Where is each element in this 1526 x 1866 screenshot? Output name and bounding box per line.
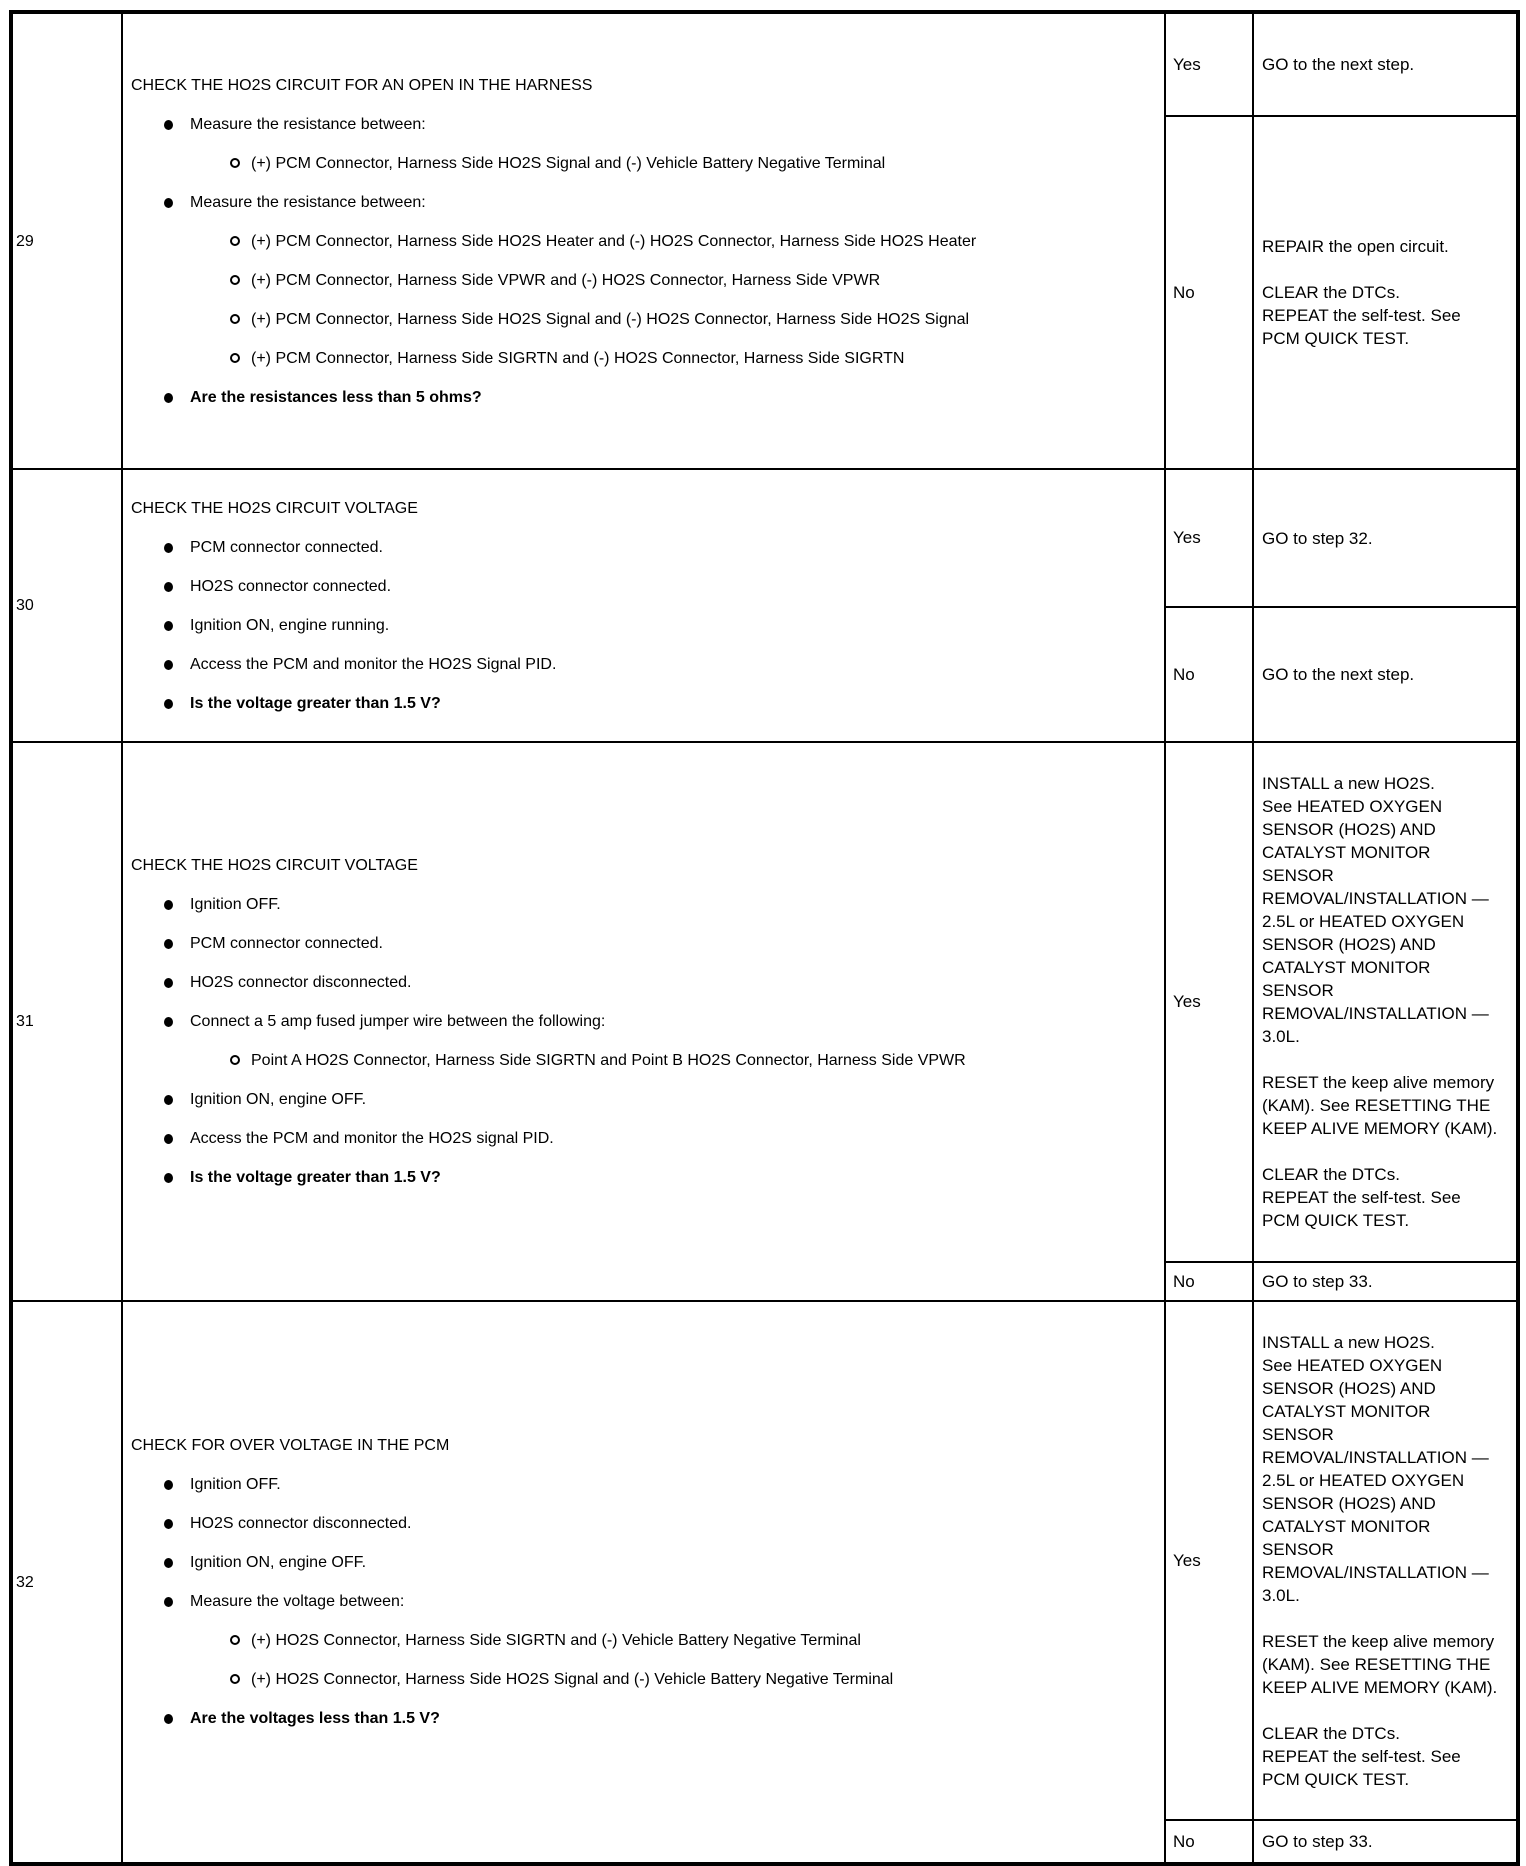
bullet-item <box>164 1513 1156 1534</box>
action-line: See HEATED OXYGEN SENSOR (HO2S) AND CATALYST MONITOR SENSOR REMOVAL/INSTALLATION — 2.5L or HEATED OXYGEN SENSOR (HO2S) AND CATALYST MONITOR SENSOR REMOVAL/INSTALLATION — 3.0L. <box>1262 1355 1489 1605</box>
bullet-icon <box>164 621 173 631</box>
bullet-item <box>164 1167 1156 1188</box>
circle-icon <box>230 158 240 168</box>
sub-bullet-item <box>230 309 1156 330</box>
bullet-icon <box>164 1480 173 1490</box>
action-line: GO to step 32. <box>1262 528 1373 548</box>
action-line: REPEAT the self-test. See PCM QUICK TEST. <box>1262 306 1461 348</box>
bullet-text: Are the resistances less than 5 ohms? <box>190 388 482 406</box>
bullet-item <box>164 1011 1156 1032</box>
action-paragraph <box>1262 1163 1499 1232</box>
bullet-text: PCM connector connected. <box>190 538 383 556</box>
action-line: CLEAR the DTCs. <box>1262 1723 1400 1743</box>
bullet-item <box>164 1552 1156 1573</box>
circle-icon <box>230 275 240 285</box>
bullet-item <box>164 894 1156 915</box>
bullet-item <box>164 1128 1156 1149</box>
action-cell <box>1253 116 1518 469</box>
action-paragraphs <box>1262 1830 1512 1853</box>
sub-bullet-item <box>230 1669 1156 1690</box>
bullet-text: Measure the resistance between: <box>190 193 426 211</box>
bullet-icon <box>164 1519 173 1529</box>
action-paragraph <box>1262 1830 1499 1853</box>
bullet-item <box>164 693 1156 714</box>
bullet-text: (+) PCM Connector, Harness Side HO2S Signal and (-) Vehicle Battery Negative Terminal <box>251 154 886 172</box>
step-row <box>11 469 1518 607</box>
step-title: CHECK THE HO2S CIRCUIT VOLTAGE <box>131 857 418 874</box>
step-number: 31 <box>11 742 122 1301</box>
bullet-item <box>164 537 1156 558</box>
bullet-text: Access the PCM and monitor the HO2S Signal PID. <box>190 655 557 673</box>
action-paragraph <box>1262 1331 1499 1607</box>
circle-icon <box>230 1055 240 1065</box>
bullet-text: (+) PCM Connector, Harness Side HO2S Signal and (-) HO2S Connector, Harness Side HO2S Signal <box>251 310 970 328</box>
circle-icon <box>230 314 240 324</box>
step-row <box>11 742 1518 1262</box>
action-paragraph <box>1262 663 1499 686</box>
action-cell <box>1253 12 1518 116</box>
yes-label-cell: Yes <box>1165 12 1253 116</box>
bullet-text: Ignition OFF. <box>190 1476 281 1493</box>
action-line: CLEAR the DTCs. <box>1262 1165 1400 1184</box>
action-line: INSTALL a new HO2S. <box>1262 774 1435 793</box>
bullet-item <box>164 576 1156 597</box>
action-paragraph <box>1262 281 1499 350</box>
action-line: GO to the next step. <box>1262 55 1415 74</box>
bullet-icon <box>164 1017 173 1027</box>
action-paragraph <box>1262 772 1499 1048</box>
step-number: 29 <box>11 12 122 469</box>
pinpoint-test-table <box>9 10 1520 1866</box>
yes-label-cell: Yes <box>1165 469 1253 607</box>
step-description-cell <box>122 742 1165 1301</box>
step-title: CHECK THE HO2S CIRCUIT FOR AN OPEN IN THE HARNESS <box>131 76 593 94</box>
sub-bullet-item <box>230 1050 1156 1071</box>
step-title: CHECK THE HO2S CIRCUIT VOLTAGE <box>131 499 418 517</box>
bullet-item <box>164 1089 1156 1110</box>
action-cell <box>1253 1262 1518 1301</box>
action-line: INSTALL a new HO2S. <box>1262 1332 1435 1352</box>
action-line: REPEAT the self-test. See PCM QUICK TEST. <box>1262 1188 1461 1230</box>
step-number: 30 <box>11 469 122 742</box>
action-cell <box>1253 1820 1518 1864</box>
no-label-cell: No <box>1165 1262 1253 1301</box>
bullet-item <box>164 387 1156 408</box>
action-line: REPAIR the open circuit. <box>1262 237 1449 256</box>
action-line: REPEAT the self-test. See PCM QUICK TEST. <box>1262 1746 1461 1789</box>
bullet-text: HO2S connector connected. <box>190 577 392 595</box>
bullet-text: (+) HO2S Connector, Harness Side HO2S Signal and (-) Vehicle Battery Negative Terminal <box>251 1671 894 1688</box>
bullet-icon <box>164 582 173 592</box>
bullet-item <box>164 114 1156 135</box>
bullet-icon <box>164 1134 173 1144</box>
step-description-cell <box>122 469 1165 742</box>
bullet-icon <box>164 978 173 988</box>
action-line: RESET the keep alive memory (KAM). See RESETTING THE KEEP ALIVE MEMORY (KAM). <box>1262 1631 1498 1697</box>
bullet-text: HO2S connector disconnected. <box>190 1515 412 1532</box>
no-label-cell: No <box>1165 607 1253 742</box>
bullet-icon <box>164 1095 173 1105</box>
bullet-text: Measure the voltage between: <box>190 1593 405 1610</box>
bullet-text: (+) HO2S Connector, Harness Side SIGRTN and (-) Vehicle Battery Negative Terminal <box>251 1632 861 1649</box>
bullet-icon <box>164 900 173 910</box>
bullet-text: (+) PCM Connector, Harness Side VPWR and (-) HO2S Connector, Harness Side VPWR <box>251 271 881 289</box>
yes-label-cell: Yes <box>1165 742 1253 1262</box>
step-description-cell <box>122 12 1165 469</box>
bullet-text: Point A HO2S Connector, Harness Side SIGRTN and Point B HO2S Connector, Harness Side VPWR <box>251 1052 966 1069</box>
bullet-text: Is the voltage greater than 1.5 V? <box>190 1169 441 1186</box>
bullet-item <box>164 1708 1156 1729</box>
bullet-text: PCM connector connected. <box>190 935 383 952</box>
no-label-cell: No <box>1165 1820 1253 1864</box>
step-description <box>131 1435 1156 1729</box>
action-paragraph <box>1262 1630 1499 1699</box>
action-paragraphs <box>1262 527 1512 550</box>
bullet-text: Measure the resistance between: <box>190 115 426 133</box>
sub-bullet-item <box>230 231 1156 252</box>
bullet-text: HO2S connector disconnected. <box>190 974 412 991</box>
bullet-icon <box>164 1714 173 1724</box>
bullet-text: Ignition OFF. <box>190 896 281 913</box>
sub-bullet-item <box>230 1630 1156 1651</box>
bullet-item <box>164 972 1156 993</box>
action-line: RESET the keep alive memory (KAM). See RESETTING THE KEEP ALIVE MEMORY (KAM). <box>1262 1073 1498 1138</box>
bullet-icon <box>164 939 173 949</box>
action-paragraphs <box>1262 663 1512 686</box>
step-title: CHECK FOR OVER VOLTAGE IN THE PCM <box>131 1437 450 1454</box>
bullet-text: Connect a 5 amp fused jumper wire between the following: <box>190 1013 606 1030</box>
step-description <box>131 75 1156 408</box>
bullet-item <box>164 615 1156 636</box>
action-paragraph <box>1262 527 1499 550</box>
action-line: GO to step 33. <box>1262 1832 1373 1851</box>
bullet-icon <box>164 198 173 208</box>
circle-icon <box>230 1635 240 1645</box>
action-paragraph <box>1262 1722 1499 1791</box>
bullet-text: Ignition ON, engine OFF. <box>190 1091 367 1108</box>
circle-icon <box>230 353 240 363</box>
action-line: GO to step 33. <box>1262 1272 1373 1291</box>
sub-bullet-item <box>230 270 1156 291</box>
action-cell <box>1253 1301 1518 1820</box>
bullet-item <box>164 192 1156 213</box>
action-paragraph <box>1262 235 1499 258</box>
bullet-text: Is the voltage greater than 1.5 V? <box>190 694 441 712</box>
bullet-text: (+) PCM Connector, Harness Side HO2S Heater and (-) HO2S Connector, Harness Side HO2S Heater <box>251 232 977 250</box>
circle-icon <box>230 1674 240 1684</box>
sub-bullet-item <box>230 153 1156 174</box>
bullet-text: Are the voltages less than 1.5 V? <box>190 1710 440 1727</box>
action-line: See HEATED OXYGEN SENSOR (HO2S) AND CATALYST MONITOR SENSOR REMOVAL/INSTALLATION — 2.5L or HEATED OXYGEN SENSOR (HO2S) AND CATALYST MONITOR SENSOR REMOVAL/INSTALLATION — 3.0L. <box>1262 797 1489 1046</box>
bullet-icon <box>164 543 173 553</box>
circle-icon <box>230 236 240 246</box>
action-paragraph <box>1262 53 1499 76</box>
bullet-text: Access the PCM and monitor the HO2S signal PID. <box>190 1130 554 1147</box>
action-cell <box>1253 469 1518 607</box>
action-paragraphs <box>1262 1270 1512 1293</box>
bullet-item <box>164 933 1156 954</box>
bullet-icon <box>164 393 173 403</box>
bullet-text: Ignition ON, engine OFF. <box>190 1554 367 1571</box>
action-cell <box>1253 742 1518 1262</box>
action-paragraphs <box>1262 772 1512 1232</box>
action-cell <box>1253 607 1518 742</box>
step-description-cell <box>122 1301 1165 1864</box>
bullet-text: (+) PCM Connector, Harness Side SIGRTN and (-) HO2S Connector, Harness Side SIGRTN <box>251 349 905 367</box>
bullet-icon <box>164 660 173 670</box>
no-label-cell: No <box>1165 116 1253 469</box>
yes-label-cell: Yes <box>1165 1301 1253 1820</box>
step-row <box>11 12 1518 116</box>
action-paragraphs <box>1262 235 1512 350</box>
step-number: 32 <box>11 1301 122 1864</box>
step-description <box>131 855 1156 1188</box>
action-paragraph <box>1262 1071 1499 1140</box>
step-description <box>131 498 1156 714</box>
bullet-item <box>164 654 1156 675</box>
bullet-item <box>164 1474 1156 1495</box>
bullet-icon <box>164 1173 173 1183</box>
bullet-icon <box>164 1597 173 1607</box>
sub-bullet-item <box>230 348 1156 369</box>
action-paragraphs <box>1262 1331 1512 1791</box>
action-paragraph <box>1262 1270 1499 1293</box>
bullet-text: Ignition ON, engine running. <box>190 616 390 634</box>
bullet-item <box>164 1591 1156 1612</box>
action-paragraphs <box>1262 53 1512 76</box>
action-line: GO to the next step. <box>1262 665 1415 684</box>
bullet-icon <box>164 120 173 130</box>
step-row <box>11 1301 1518 1820</box>
bullet-icon <box>164 1558 173 1568</box>
bullet-icon <box>164 699 173 709</box>
action-line: CLEAR the DTCs. <box>1262 283 1400 302</box>
